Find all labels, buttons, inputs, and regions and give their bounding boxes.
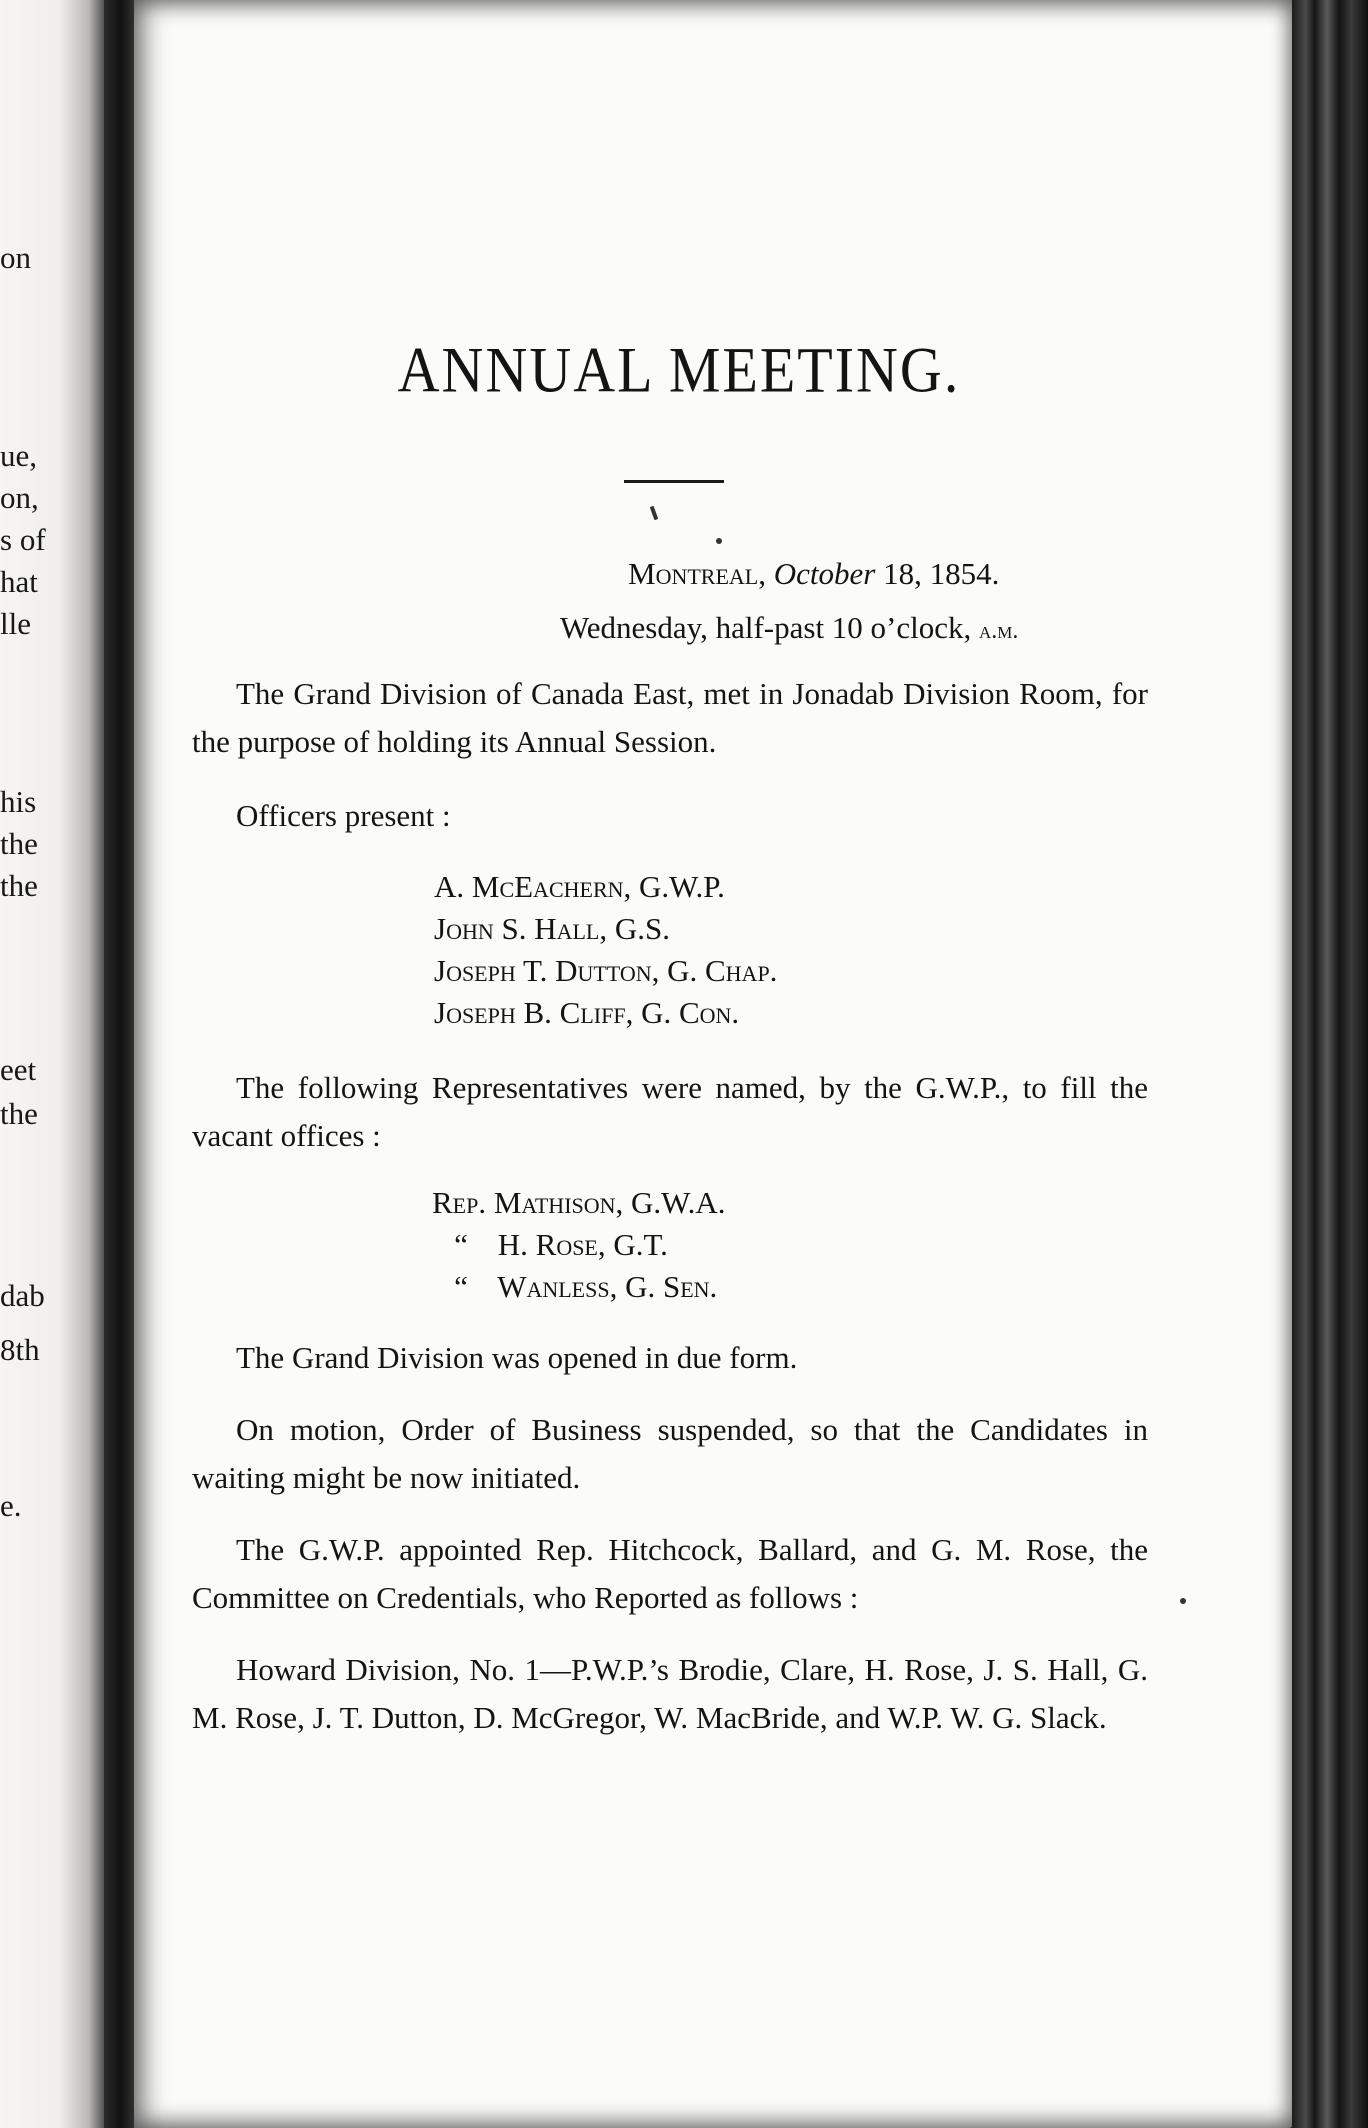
prev-page-fragment: hat <box>0 566 38 597</box>
paragraph-committee: The G.W.P. appointed Rep. Hitchcock, Ballard, and G. M. Rose, the Committee on Credentials, who Reported as follows : <box>192 1532 1148 1615</box>
page-title: ANNUAL MEETING. <box>397 333 961 406</box>
previous-page-edge <box>0 0 108 2128</box>
rep-item <box>432 1266 725 1308</box>
prev-page-fragment: the <box>0 1098 38 1129</box>
place: Montreal, <box>628 556 766 591</box>
paragraph-reps-intro: The following Representatives were named, by the G.W.P., to fill the vacant offices : <box>192 1070 1148 1153</box>
officer-item: A. McEachern, G.W.P. <box>434 869 725 904</box>
paragraph-motion: On motion, Order of Business suspended, so that the Candidates in waiting might be now initiated. <box>192 1412 1148 1495</box>
paragraph-officers-intro: Officers present : <box>236 798 451 833</box>
rep-prefix: “ <box>454 1227 468 1262</box>
ink-speck <box>1180 1598 1186 1604</box>
officer-item: Joseph B. Cliff, G. Con. <box>434 995 740 1030</box>
paragraph-opened: The Grand Division was opened in due form. <box>236 1340 798 1375</box>
paragraph-opening: The Grand Division of Canada East, met in Jonadab Division Room, for the purpose of holding its Annual Session. <box>192 676 1148 759</box>
prev-page-fragment: on <box>0 242 31 273</box>
book-gutter <box>104 0 138 2128</box>
prev-page-fragment: 8th <box>0 1334 40 1365</box>
heading <box>294 332 1064 406</box>
rep-item <box>432 1224 725 1266</box>
rep-prefix: Rep. <box>432 1185 487 1220</box>
prev-page-fragment: the <box>0 870 38 901</box>
prev-page-fragment: lle <box>0 608 31 639</box>
time-suffix: a.m. <box>979 618 1019 644</box>
prev-page-fragment: dab <box>0 1280 45 1311</box>
representatives-list <box>432 1182 725 1308</box>
officer-item: Joseph T. Dutton, G. Chap. <box>434 953 778 988</box>
page-stack-edge <box>1292 0 1368 2128</box>
rep-name: Mathison, G.W.A. <box>493 1185 726 1220</box>
prev-page-fragment: on, <box>0 482 39 513</box>
prev-page-fragment: the <box>0 828 38 859</box>
rep-item <box>432 1182 725 1224</box>
paragraph-howard-division: Howard Division, No. 1—P.W.P.’s Brodie, Clare, H. Rose, J. S. Hall, G. M. Rose, J. T. Dutton, D. McGregor, W. MacBride, and W.P. W. G. Slack. <box>192 1652 1148 1735</box>
rep-name: H. Rose, G.T. <box>497 1227 668 1262</box>
dateline-place <box>628 558 999 589</box>
prev-page-fragment: s of <box>0 524 46 555</box>
dateline-time <box>560 612 1018 643</box>
prev-page-fragment: eet <box>0 1054 37 1085</box>
prev-page-fragment: ue, <box>0 440 38 471</box>
officer-item: John S. Hall, G.S. <box>434 911 670 946</box>
date-rest: 18, 1854. <box>883 556 1000 591</box>
officers-list <box>434 866 777 1034</box>
time: Wednesday, half-past 10 o’clock, <box>560 610 972 645</box>
date-month: October <box>773 556 876 591</box>
title-rule <box>624 480 724 483</box>
rep-prefix: “ <box>454 1269 468 1304</box>
rep-name: Wanless, G. Sen. <box>497 1269 718 1304</box>
ink-speck <box>716 538 722 544</box>
prev-page-fragment: his <box>0 786 37 817</box>
prev-page-fragment: e. <box>0 1490 22 1521</box>
